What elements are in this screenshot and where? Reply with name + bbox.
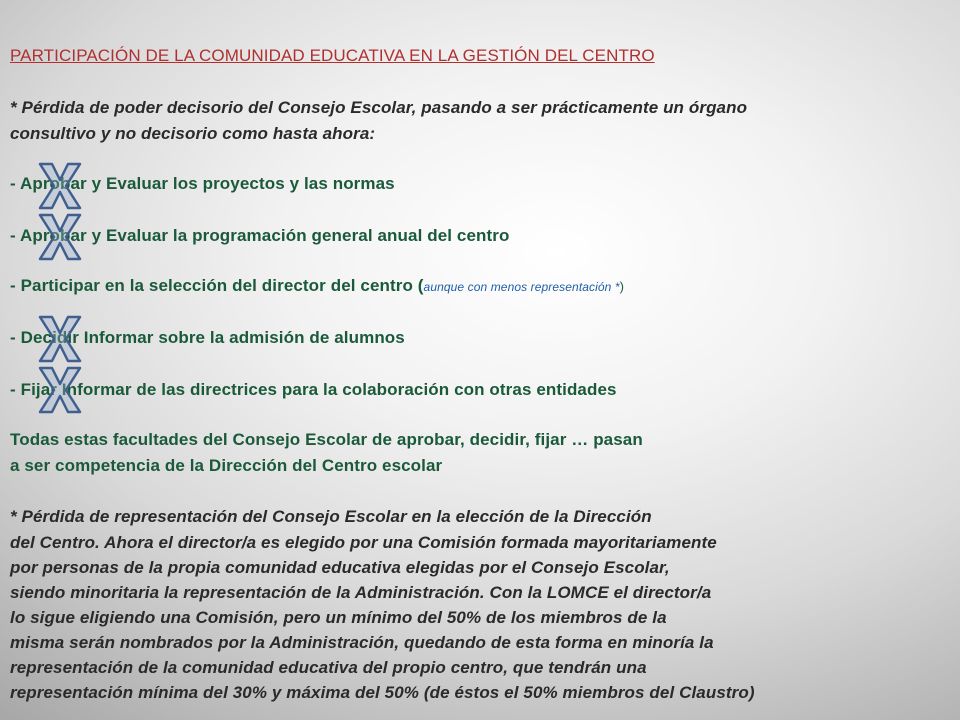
list-item-decidir-admision: - Decidir Informar sobre la admisión de alumnos xyxy=(10,328,405,347)
list-item-label: - Participar en la selección del director del centro ( xyxy=(10,276,424,295)
second-point-line-2: del Centro. Ahora el director/a es elegido por una Comisión formada mayoritariamente xyxy=(10,533,717,552)
second-point-line-8: representación mínima del 30% y máxima del 50% (de éstos el 50% miembros del Claustro) xyxy=(10,683,755,702)
second-point-line-4: siendo minoritaria la representación de la Administración. Con la LOMCE el director/a xyxy=(10,583,712,602)
second-point-line-5: lo sigue eligiendo una Comisión, pero un mínimo del 50% de los miembros de la xyxy=(10,608,667,627)
list-item-aprobar-proyectos: - Aprobar y Evaluar los proyectos y las normas xyxy=(10,174,395,193)
list-item-fijar-directrices: - Fijar Informar de las directrices para la colaboración con otras entidades xyxy=(10,380,617,399)
x-mark-icon xyxy=(36,211,84,263)
x-mark-icon xyxy=(36,313,84,365)
summary-line-1: Todas estas facultades del Consejo Escolar de aprobar, decidir, fijar … pasan xyxy=(10,430,643,449)
second-point-line-6: misma serán nombrados por la Administración, quedando de esta forma en minoría la xyxy=(10,633,714,652)
summary-line-2: a ser competencia de la Dirección del Centro escolar xyxy=(10,456,443,475)
second-point-line-1: * Pérdida de representación del Consejo Escolar en la elección de la Dirección xyxy=(10,507,652,526)
intro-line-2: consultivo y no decisorio como hasta ahora: xyxy=(10,124,376,143)
second-point-line-7: representación de la comunidad educativa del propio centro, que tendrán una xyxy=(10,658,647,677)
representation-note: aunque con menos representación * xyxy=(423,280,620,294)
note-close-paren: ) xyxy=(619,279,625,294)
second-point-line-3: por personas de la propia comunidad educativa elegidas por el Consejo Escolar, xyxy=(10,558,670,577)
x-mark-icon xyxy=(36,160,84,212)
list-item-participar-seleccion xyxy=(10,275,624,298)
intro-line-1: * Pérdida de poder decisorio del Consejo Escolar, pasando a ser prácticamente un órgano xyxy=(10,98,748,117)
list-item-aprobar-programacion: - Aprobar y Evaluar la programación general anual del centro xyxy=(10,226,510,245)
slide-title: PARTICIPACIÓN DE LA COMUNIDAD EDUCATIVA EN LA GESTIÓN DEL CENTRO xyxy=(10,46,655,65)
x-mark-icon xyxy=(36,364,84,416)
